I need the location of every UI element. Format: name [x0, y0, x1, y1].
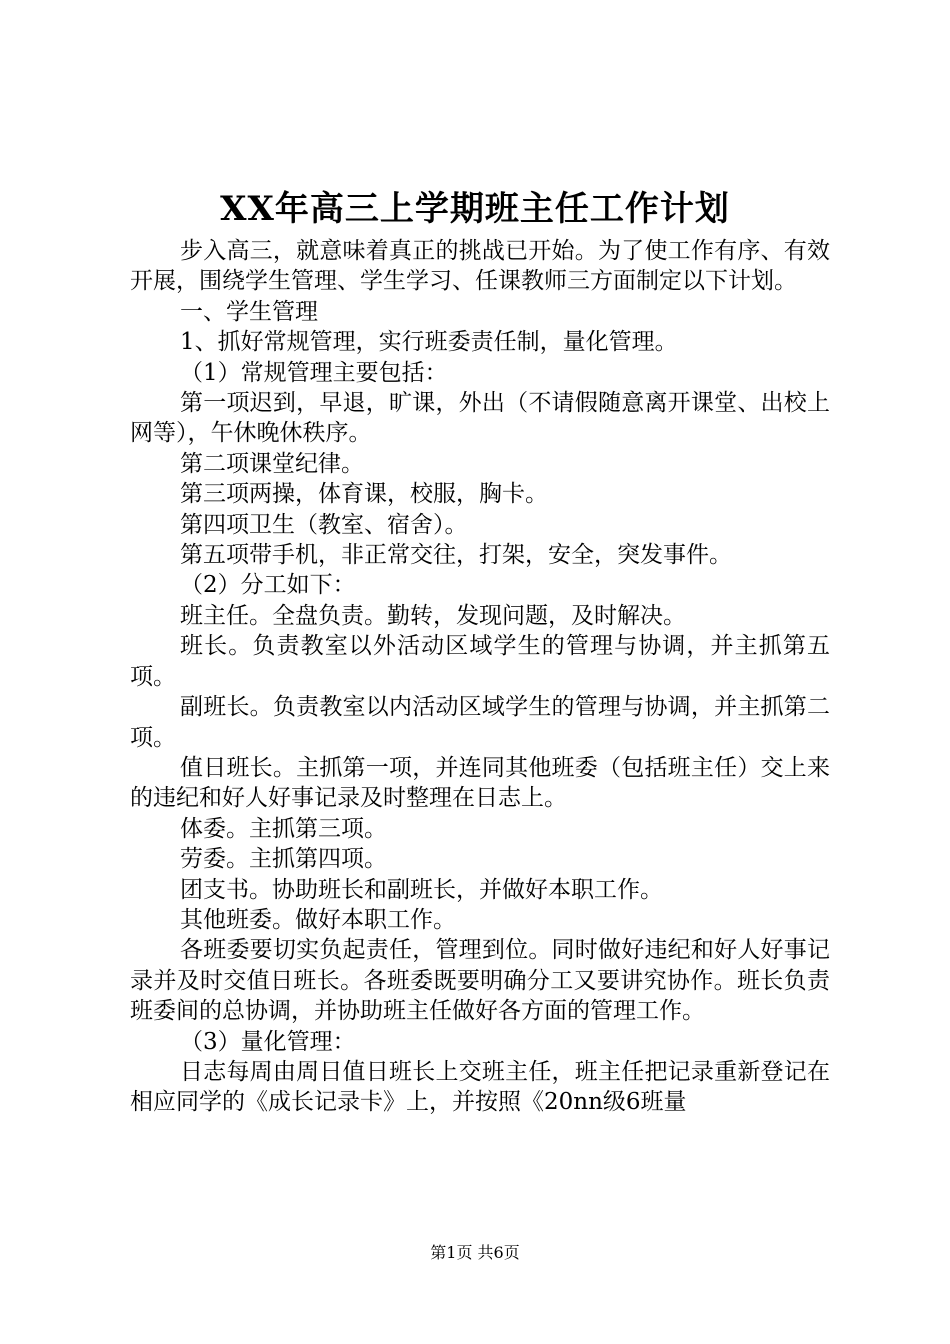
- paragraph: 劳委。主抓第四项。: [180, 846, 387, 873]
- paragraph: 体委。主抓第三项。: [180, 815, 387, 842]
- paragraph: 第五项带手机，非正常交往，打架，安全，突发事件。: [180, 542, 732, 569]
- paragraph: 团支书。协助班长和副班长，并做好本职工作。: [180, 876, 663, 903]
- paragraph: 第二项课堂纪律。: [180, 450, 364, 477]
- paragraph: 值日班长。主抓第一项，并连同其他班委（包括班主任）交上来的违纪和好人好事记录及时整理在日志上。: [130, 754, 830, 812]
- paragraph: 第三项两操，体育课，校服，胸卡。: [180, 481, 548, 508]
- paragraph: 班主任。全盘负责。勤转，发现问题，及时解决。: [180, 602, 686, 629]
- paragraph: 各班委要切实负起责任，管理到位。同时做好违纪和好人好事记录并及时交值日班长。各班委既要明确分工又要讲究协作。班长负责班委间的总协调，并协助班主任做好各方面的管理工作。: [130, 937, 830, 1025]
- paragraph: 其他班委。做好本职工作。: [180, 906, 456, 933]
- paragraph: （1）常规管理主要包括：: [180, 359, 448, 386]
- paragraph: 副班长。负责教室以内活动区域学生的管理与协调，并主抓第二项。: [130, 694, 830, 751]
- document-body: [130, 236, 830, 1118]
- paragraph: 1、抓好常规管理，实行班委责任制，量化管理。: [180, 329, 678, 356]
- paragraph: 第四项卫生（教室、宿舍）。: [180, 511, 468, 538]
- paragraph: （3）量化管理：: [180, 1028, 356, 1055]
- paragraph: （2）分工如下：: [180, 572, 356, 599]
- section-heading: 一、学生管理: [180, 298, 318, 325]
- document-title: XX年高三上学期班主任工作计划: [220, 189, 730, 229]
- page-footer: 第1页 共6页: [430, 1243, 520, 1262]
- paragraph: 班长。负责教室以外活动区域学生的管理与协调，并主抓第五项。: [130, 633, 830, 690]
- paragraph: 第一项迟到，早退，旷课，外出（不请假随意离开课堂、出校上网等），午休晚休秩序。: [130, 390, 830, 447]
- paragraph: 日志每周由周日值日班长上交班主任，班主任把记录重新登记在相应同学的《成长记录卡》上，并按照《20nn级6班量: [130, 1058, 830, 1116]
- paragraph: 步入高三，就意味着真正的挑战已开始。为了使工作有序、有效开展，围绕学生管理、学生学习、任课教师三方面制定以下计划。: [130, 238, 830, 295]
